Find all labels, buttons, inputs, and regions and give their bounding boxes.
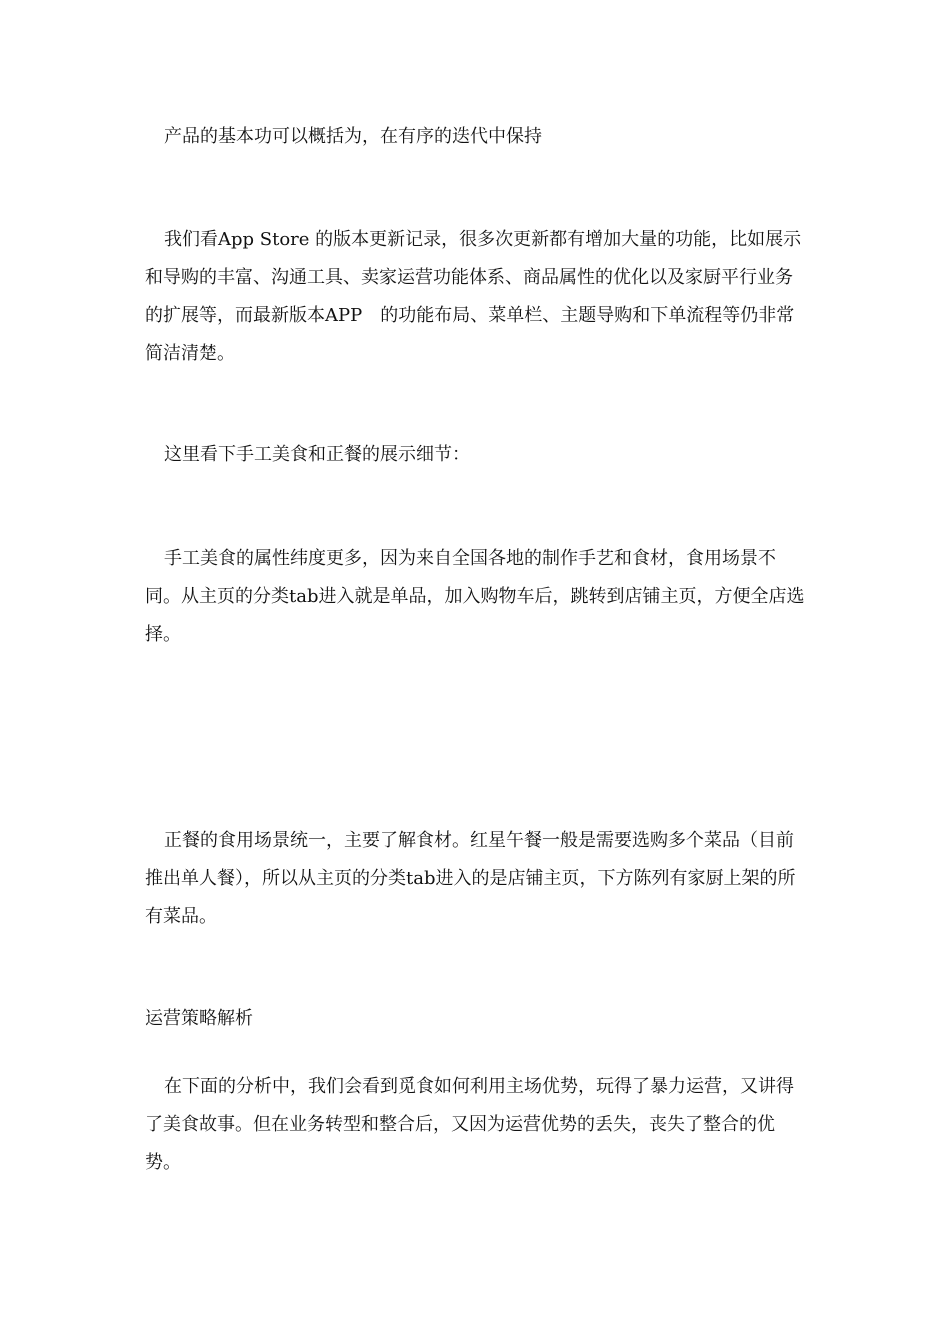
paragraph-main-meal: 正餐的食用场景统一，主要了解食材。红星午餐一般是需要选购多个菜品（目前推出单人餐），所以从主页的分类tab进入的是店铺主页，下方陈列有家厨上架的所有菜品。 (145, 830, 796, 927)
section-heading: 运营策略解析 (145, 1008, 253, 1029)
paragraph-intro: 产品的基本功可以概括为，在有序的迭代中保持 (164, 126, 542, 147)
paragraph-operations-analysis: 在下面的分析中，我们会看到觅食如何利用主场优势，玩得了暴力运营，又讲得了美食故事。但在业务转型和整合后，又因为运营优势的丢失，丧失了整合的优势。 (145, 1076, 794, 1173)
paragraph-handmade-food: 手工美食的属性纬度更多，因为来自全国各地的制作手艺和食材，食用场景不同。从主页的分类tab进入就是单品，加入购物车后，跳转到店铺主页，方便全店选择。 (145, 548, 805, 645)
paragraph-display-details: 这里看下手工美食和正餐的展示细节： (164, 444, 470, 465)
paragraph-app-store-updates: 我们看App Store 的版本更新记录，很多次更新都有增加大量的功能，比如展示和导购的丰富、沟通工具、卖家运营功能体系、商品属性的优化以及家厨平行业务的扩展等，而最新版本APP 的功能布局、菜单栏、主题导购和下单流程等仍非常简洁清楚。 (145, 229, 802, 364)
